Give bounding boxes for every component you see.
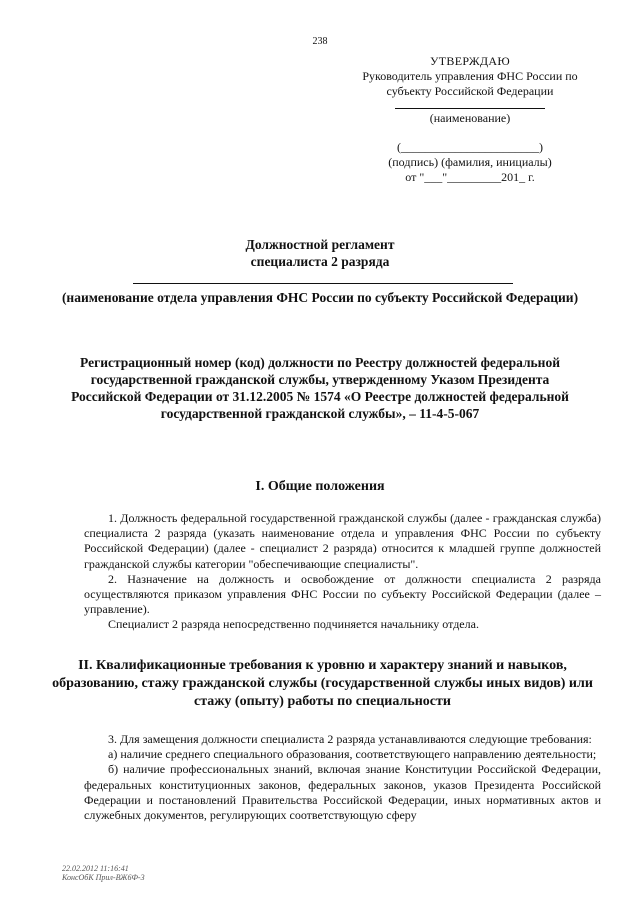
footer-stamp xyxy=(62,864,145,882)
signature-caption: (подпись) (фамилия, инициалы) xyxy=(388,155,552,169)
section2-paragraph: а) наличие среднего специального образования, соответствующего направлению деятельности; xyxy=(108,747,597,762)
section1-paragraph: 2. Назначение на должность и освобождение от должности специалиста 2 разряда осуществляются приказом управления ФНС России по субъекту Российской Федерации (далее – управление). xyxy=(84,571,601,617)
title-line2: специалиста 2 разряда xyxy=(250,254,390,269)
section2-heading: II. Квалификационные требования к уровню и характеру знаний и навыков, образованию, стажу гражданской службы (государственной службы иных видов) или стажу (опыту) работы по специальности xyxy=(52,658,593,709)
approval-position-line1: Руководитель управления ФНС России по xyxy=(362,69,578,83)
department-name: (наименование отдела управления ФНС России по субъекту Российской Федерации) xyxy=(61,290,579,305)
section1-paragraph: Специалист 2 разряда непосредственно подчиняется начальнику отдела. xyxy=(108,617,479,632)
section2-body xyxy=(84,732,601,823)
department-blank-line xyxy=(133,283,513,284)
approval-position-line2: субъекту Российской Федерации xyxy=(386,84,554,98)
approval-heading: УТВЕРЖДАЮ xyxy=(429,54,511,68)
approval-date: от "___"_________201_ г. xyxy=(405,170,535,184)
document-title xyxy=(40,236,600,270)
signature-blank: (_______________________) xyxy=(397,140,543,154)
registration-number: Регистрационный номер (код) должности по Реестру должностей федеральной государственной гражданской службы, утвержденному Указом Президента Российской Федерации от 31.12.2005 № 1574 «О Реестре должностей федеральной государственной гражданской службы», – 11-4-5-067 xyxy=(71,355,569,421)
name-caption: (наименование) xyxy=(429,111,511,125)
section2-paragraph: 3. Для замещения должности специалиста 2 разряда устанавливаются следующие требования: xyxy=(108,732,592,746)
name-blank-line xyxy=(395,108,545,109)
title-line1: Должностной регламент xyxy=(245,237,395,252)
section1-heading: I. Общие положения xyxy=(255,479,385,494)
stamp-line1: 22.02.2012 11:16:41 xyxy=(62,864,129,873)
section1-paragraph: 1. Должность федеральной государственной гражданской службы (далее - гражданская служба) специалиста 2 разряда (указать наименование отдела и управления ФНС России по субъекту Российской Федерации) (далее - специалист 2 разряда) относится к младшей группе должностей гражданской службы категории "обеспечивающие специалисты". xyxy=(84,511,601,571)
page-number: 238 xyxy=(312,36,328,47)
section2-paragraph: б) наличие профессиональных знаний, включая знание Конституции Российской Федерации, федеральных конституционных законов, федеральных законов, указов Президента Российской Федерации и постановлений Правительства Российской Федерации, иных нормативных актов и служебных документов, регулирующих соответствующую сферу xyxy=(84,762,601,823)
stamp-line2: КонсОбК Прил-ВЖ6Ф-3 xyxy=(62,873,145,882)
section1-body xyxy=(84,511,601,633)
approval-block xyxy=(340,54,600,185)
